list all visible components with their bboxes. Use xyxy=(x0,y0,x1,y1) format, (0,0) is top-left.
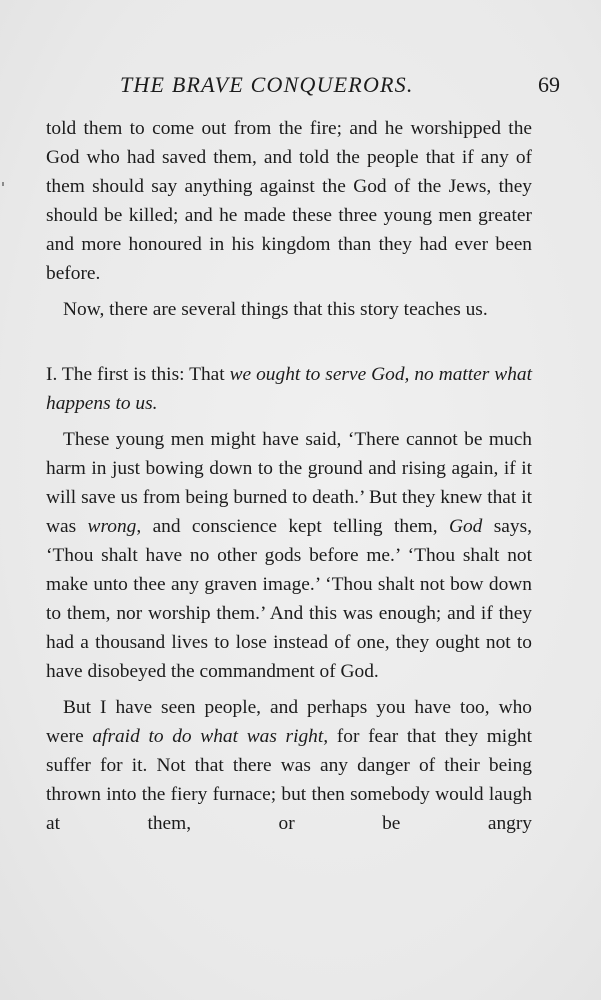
paragraph-3-emphasis: we ought to serve God, no matter what happens to us. xyxy=(46,364,532,414)
paragraph-5-text-a: But I have seen people, and perhaps you have too, who were xyxy=(46,697,532,747)
page-number: 69 xyxy=(538,72,560,97)
paragraph-1 xyxy=(46,114,532,288)
paragraph-3-text: I. The first is this: That xyxy=(46,364,230,385)
paragraph-4-emphasis-wrong: wrong xyxy=(87,516,137,537)
paragraph-4-text-b: , and conscience kept telling them, xyxy=(136,516,449,537)
running-title: THE BRAVE CONQUERORS. xyxy=(120,72,414,97)
paragraph-2 xyxy=(46,295,532,324)
paragraph-4-text-c: says, ‘Thou shalt have no other gods before me.’ ‘Thou shalt not make unto thee any graven image.’ ‘Thou shalt not bow down to them, nor worship them.’ And this was enough; and if they had a thousand lives to lose instead of one, they ought not to have disobeyed the commandment of God. xyxy=(46,516,532,682)
body-text xyxy=(46,114,532,838)
page-header xyxy=(40,72,560,106)
paragraph-2-text: Now, there are several things that this story teaches us. xyxy=(63,299,488,320)
paragraph-5-text-b: for fear that they might suffer for it. Not that there was any danger of their being thrown into the fiery furnace; but then somebody would laugh at them, or be angry xyxy=(46,726,532,834)
paragraph-5-emphasis: afraid to do what was right, xyxy=(92,726,329,747)
paragraph-4-emphasis-god: God xyxy=(448,516,483,537)
paragraph-4-text-a: These young men might have said, ‘There cannot be much harm in just bowing down to the ground and rising again, if it will save us from being burned to death.’ But they knew that it was xyxy=(46,429,532,537)
paragraph-3 xyxy=(46,360,532,418)
margin-speck xyxy=(2,182,4,186)
paragraph-5 xyxy=(46,693,532,838)
paragraph-1-text: told them to come out from the fire; and he worshipped the God who had saved them, and told the people that if any of them should say anything against the God of the Jews, they should be killed; and he made these three young men greater and more honoured in his kingdom than they had ever been before. xyxy=(46,118,532,284)
paragraph-4 xyxy=(46,425,532,686)
